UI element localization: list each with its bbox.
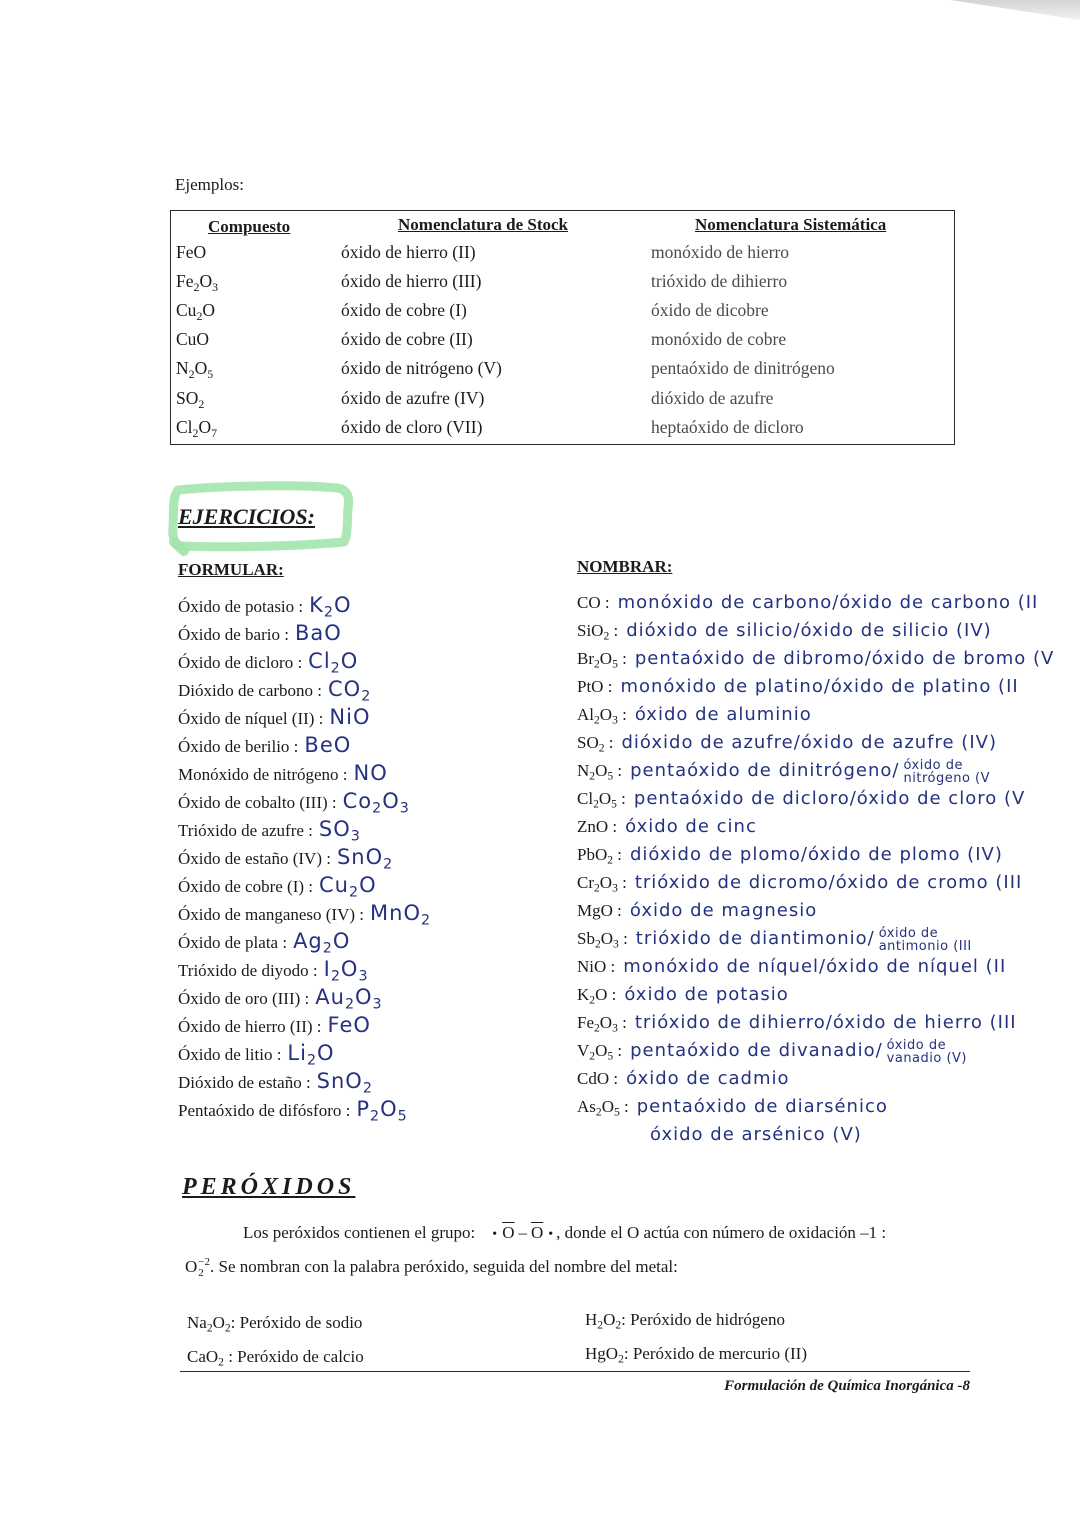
separator-colon: : [617,1013,627,1032]
handwritten-name: trióxido de diantimonio/ [635,928,875,949]
footer-rule [180,1371,970,1372]
compound-formula: $Cu_2O$ [176,299,216,323]
formula-subscript: 2 [193,279,200,294]
nombrar-item [577,757,1078,785]
electron-dot-right: • [548,1227,554,1242]
handwritten-name-line: óxido de [878,926,939,942]
handwritten-formula: $Cu_2O$ [319,873,377,901]
formula-subscript: 2 [615,1318,622,1332]
ion-base: O [185,1257,198,1276]
oxygen-atom-right: $\overline{O}$ [530,1223,544,1242]
nombrar-item [577,617,1078,645]
systematic-name: dióxido de azufre [651,387,774,408]
formular-item [178,899,431,927]
handwritten-name: óxido de cinc [625,816,757,837]
handwritten-name: óxido de potasio [624,984,789,1005]
handwritten-name: monóxido de níquel/óxido de níquel (II [623,956,1007,977]
handwritten-name: dióxido de plomo/óxido de plomo (IV) [630,844,1003,865]
peroxide-name: : Peróxido de hidrógeno [621,1310,785,1329]
handwritten-name-line: óxido de [903,758,963,774]
nombrar-item [577,589,1078,617]
systematic-name: trióxido de dihierro [651,270,788,291]
compound-formula: CuO [176,329,210,350]
separator-colon: : [618,929,628,948]
oxygen-bond: – [518,1223,527,1242]
formula-subscript: 2 [349,884,360,901]
formula-subscript: 3 [612,1021,618,1035]
formula-subscript: 2 [198,396,205,411]
formular-label: Óxido de cobalto (III) : [178,793,337,812]
handwritten-formula: SnO$_2$ [336,845,394,873]
formula-subscript: 2 [589,993,596,1007]
handwritten-name: pentaóxido de divanadio/ [630,1040,883,1061]
separator-colon: : [613,761,623,780]
formular-label: Trióxido de diyodo : [178,961,318,980]
formular-item [178,815,361,843]
formula-subscript: 2 [603,629,610,643]
compound-formula: $Fe_2O_3$ [176,270,219,294]
peroxide-ion [185,1256,210,1280]
table-row [171,326,954,352]
scan-edge-shadow [950,0,1080,20]
formula-subscript: 5 [613,1105,620,1119]
formula-subscript: 2 [594,1021,600,1035]
stock-name: óxido de hierro (III) [341,270,482,291]
formula-subscript: 2 [618,1352,624,1366]
table-row [171,297,954,323]
peroxide-intro-line-2 [185,1255,678,1279]
formula-subscript: 2 [361,688,372,705]
handwritten-formula: $I_2O_3$ [323,957,369,985]
compound-formula: SiO$_2$ [577,621,610,643]
intro-line-2-text: . Se nombran con la palabra peróxido, seguida del nombre del metal: [210,1257,678,1276]
formula-subscript: 3 [372,996,383,1013]
formular-label: Óxido de oro (III) : [178,989,310,1008]
formula-subscript: 2 [595,1105,602,1119]
formula-subscript: 2 [383,856,394,873]
header-stock: Nomenclatura de Stock [398,214,568,234]
formula-subscript: 3 [358,968,369,985]
handwritten-formula: $Li_2O$ [287,1041,335,1069]
formula-subscript: 2 [597,1318,604,1332]
formula-subscript: 5 [397,1108,408,1125]
formular-heading: FORMULAR: [178,560,284,579]
separator-colon: : [619,1097,629,1116]
compound-formula: $SO_2$ [176,387,205,411]
formula-subscript: 2 [323,604,334,621]
handwritten-name: trióxido de dihierro/óxido de hierro (III [634,1012,1017,1033]
separator-colon: : [607,985,617,1004]
formular-label: Óxido de dicloro : [178,653,303,672]
formular-item [178,703,370,731]
table-row [171,239,954,265]
handwritten-name: óxido de cadmio [626,1068,790,1089]
separator-colon: : [609,621,619,640]
header-systematic: Nomenclatura Sistemática [695,214,887,234]
header-compound: Compuesto [208,217,291,236]
separator-colon: : [617,705,627,724]
formular-item [178,1095,408,1123]
nombrar-item [577,953,1078,981]
handwritten-name: pentaóxido de dinitrógeno/ [630,760,900,781]
handwritten-name-stack [887,1039,967,1065]
oxygen-atom-left: $\overline{O}$ [502,1223,515,1242]
formular-label: Óxido de bario : [178,625,289,644]
handwritten-formula: NO [353,761,388,785]
nombrar-item [577,1093,1078,1121]
separator-colon: : [616,789,626,808]
peroxide-example [187,1345,364,1369]
compound-formula: $Br_2O_5$ [577,649,618,671]
formular-label: Óxido de plata : [178,933,288,952]
formula-subscript: 2 [594,937,601,951]
compound-formula: $Cr_2O_3$ [577,873,618,895]
formula-subscript: 3 [350,828,361,845]
formula-subscript: 2 [589,769,596,783]
peroxide-group [489,1223,556,1242]
examples-label: Ejemplos: [175,175,244,194]
electron-dot-left: • [492,1227,498,1242]
handwritten-name-stack [879,927,972,953]
compound-formula: FeO [176,241,207,262]
formula-subscript: 2 [593,797,599,811]
handwritten-formula: $K_2O$ [309,593,352,621]
nombrar-item [577,785,1078,813]
systematic-name: pentaóxido de dinitrógeno [651,358,835,379]
examples-table [170,210,955,445]
handwritten-formula: BeO [304,733,352,757]
formular-label: Monóxido de nitrógeno : [178,765,348,784]
separator-colon: : [617,649,627,668]
peroxide-formula: HgO$_2$ [585,1344,624,1366]
formula-subscript: 2 [188,367,195,382]
formula-subscript: 2 [224,1321,231,1335]
formula-subscript: 5 [611,797,617,811]
formular-item [178,759,388,787]
handwritten-formula: $SO_3$ [318,817,361,845]
table-row [171,385,954,411]
handwritten-name: pentaóxido de dibromo/óxido de bromo (V [634,648,1055,669]
formular-item [178,1011,371,1039]
formula-subscript: 2 [218,1355,224,1369]
systematic-name: monóxido de hierro [651,241,790,262]
stock-name: óxido de cobre (II) [341,329,473,350]
formula-subscript: 2 [344,996,356,1013]
handwritten-name: monóxido de carbono/óxido de carbono (II [617,592,1039,613]
formular-item [178,927,350,955]
handwritten-formula: NiO [329,705,371,729]
nombrar-item [577,1009,1078,1037]
formular-label: Óxido de cobre (I) : [178,877,314,896]
stock-name: óxido de azufre (IV) [341,387,485,408]
table-row [171,355,954,381]
separator-colon: : [604,733,614,752]
formular-label: Trióxido de azufre : [178,821,313,840]
systematic-name: óxido de dicobre [651,299,769,320]
handwritten-name: trióxido de dicromo/óxido de cromo (III [634,872,1023,893]
compound-formula: $Cl_2O_7$ [176,416,218,440]
table-row [171,268,954,294]
handwritten-formula: FeO [327,1013,371,1037]
compound-formula: $Fe_2O_3$ [577,1013,618,1035]
compound-formula: NiO [577,957,607,976]
formular-label: Óxido de manganeso (IV) : [178,905,365,924]
nombrar-item [577,1037,1078,1065]
nombrar-item [577,1065,1078,1093]
formular-item [178,787,410,815]
formula-subscript: 5 [607,769,614,783]
separator-colon: : [613,845,622,864]
compound-formula: MgO [577,901,613,920]
compound-formula: CdO [577,1069,610,1088]
compound-formula: ZnO [577,817,609,836]
formular-item [178,647,358,675]
handwritten-formula: $CO_2$ [328,677,372,705]
systematic-name: monóxido de cobre [651,329,787,350]
compound-formula: $N_2O_5$ [577,761,614,783]
formula-subscript: 7 [211,425,218,440]
peroxide-name: : Peróxido de calcio [223,1347,364,1366]
handwritten-formula: SnO$_2$ [316,1069,373,1097]
formula-subscript: 2 [370,1108,381,1125]
peroxide-intro-line-1 [243,1221,886,1247]
formula-subscript: 2 [594,713,600,727]
systematic-name: heptaóxido de dicloro [651,416,804,437]
nombrar-item [577,645,1078,673]
handwritten-formula: $Cl_2O$ [308,649,359,677]
compound-formula: $Cl_2O_5$ [577,789,617,811]
nombrar-item [577,673,1078,701]
separator-colon: : [603,677,613,696]
compound-formula: PtO [577,677,604,696]
handwritten-name-line: vanadio (V) [886,1051,968,1065]
formular-item [178,1039,335,1067]
formula-subscript: 2 [607,853,614,867]
formular-item [178,675,371,703]
handwritten-name-line: nitrógeno (V [903,771,991,785]
separator-colon: : [612,901,622,920]
formular-item [178,591,352,619]
formular-label: Óxido de litio : [178,1045,282,1064]
formular-label: Óxido de estaño (IV) : [178,849,331,868]
table-row [171,414,954,440]
separator-colon: : [608,817,618,836]
handwritten-name-line: óxido de [886,1038,947,1054]
exercises-title: EJERCICIOS: [178,504,315,529]
peroxide-name: : Peróxido de sodio [230,1313,363,1332]
formular-label: Óxido de níquel (II) : [178,709,324,728]
compound-formula: CO [577,593,601,612]
formula-subscript: 2 [420,912,432,929]
nombrar-item [577,729,1078,757]
separator-colon: : [600,593,610,612]
peroxide-example [187,1311,362,1335]
ion-subscript: 2 [198,1267,204,1280]
handwritten-name: dióxido de azufre/óxido de azufre (IV) [621,732,997,753]
compound-formula: PbO$_2$ [577,845,614,867]
formula-subscript: 3 [613,937,619,951]
handwritten-name-continuation: óxido de arsénico (V) [650,1124,862,1145]
compound-formula: $SO_2$ [577,733,605,755]
formula-subscript: 5 [207,367,214,382]
formula-subscript: 2 [372,800,383,817]
compound-formula: $V_2O_5$ [577,1041,614,1063]
separator-colon: : [609,1069,619,1088]
page-footer: Formulación de Química Inorgánica -8 [724,1378,970,1394]
formula-subscript: 3 [612,881,618,895]
peroxide-formula: $H_2O_2$ [585,1310,622,1332]
formula-subscript: 2 [322,940,333,957]
handwritten-name: dióxido de silicio/óxido de silicio (IV) [626,620,992,641]
compound-formula: $K_2O$ [577,985,608,1007]
nombrar-item [577,813,1078,841]
handwritten-name: pentaóxido de dicloro/óxido de cloro (V [633,788,1026,809]
intro-tail: , donde el O actúa con número de oxidación –1 : [556,1223,887,1242]
formular-label: Óxido de berilio : [178,737,299,756]
handwritten-formula: BaO [294,621,342,645]
separator-colon: : [617,873,627,892]
formular-item [178,955,369,983]
formular-label: Óxido de hierro (II) : [178,1017,322,1036]
stock-name: óxido de cloro (VII) [341,416,483,437]
peroxide-example [585,1308,785,1332]
ion-scripts [198,1257,210,1279]
peroxide-formula: $Na_2O_2$ [187,1313,231,1335]
handwritten-formula: $P_2O_5$ [356,1097,408,1125]
formula-subscript: 2 [206,1321,213,1335]
formular-item [178,731,351,759]
formula-subscript: 2 [330,660,341,677]
compound-formula: $Al_2O_3$ [577,705,618,727]
separator-colon: : [613,1041,623,1060]
formular-item [178,983,383,1011]
stock-name: óxido de cobre (I) [341,299,467,320]
peroxide-example [585,1342,807,1366]
handwritten-formula: $Co_2O_3$ [342,789,410,817]
formula-subscript: 2 [306,1052,318,1069]
formula-subscript: 3 [399,800,410,817]
nombrar-item [577,925,1078,953]
nombrar-item [577,701,1078,729]
formula-subscript: 3 [212,279,219,294]
handwritten-formula: $Ag_2O$ [293,929,351,957]
formular-item [178,1067,373,1095]
intro-lead: Los peróxidos contienen el grupo: [243,1223,476,1242]
formula-subscript: 2 [594,657,600,671]
handwritten-name-stack [904,759,991,785]
handwritten-name-line: antimonio (III [878,939,972,953]
ion-charge: −2 [198,1256,210,1269]
nombrar-item [577,869,1078,897]
formular-label: Óxido de potasio : [178,597,304,616]
handwritten-name: óxido de aluminio [634,704,812,725]
formular-item [178,843,393,871]
nombrar-item [577,981,1078,1009]
formula-subscript: 3 [612,713,618,727]
formular-label: Dióxido de estaño : [178,1073,311,1092]
highlight-tail [174,542,184,551]
handwritten-name: óxido de magnesio [629,900,818,921]
formula-subscript: 2 [598,741,605,755]
handwritten-name: monóxido de platino/óxido de platino (II [620,676,1019,697]
formula-subscript: 2 [330,968,341,985]
formula-subscript: 2 [362,1080,373,1097]
nombrar-item [577,841,1078,869]
formular-label: Pentaóxido de difósforo : [178,1101,351,1120]
handwritten-formula: MnO$_2$ [370,901,432,929]
formula-subscript: 2 [196,308,203,323]
formular-item [178,871,377,899]
peroxides-title: PERÓXIDOS [182,1174,356,1200]
stock-name: óxido de hierro (II) [341,241,476,262]
separator-colon: : [606,957,616,976]
stock-name: óxido de nitrógeno (V) [341,358,502,379]
nombrar-item [577,897,1078,925]
formula-subscript: 5 [607,1049,614,1063]
formula-subscript: 2 [594,881,600,895]
compound-formula: $As_2O_5$ [577,1097,620,1119]
handwritten-name: pentaóxido de diarsénico [636,1096,888,1117]
compound-formula: $N_2O_5$ [176,358,214,382]
peroxide-formula: CaO$_2$ [187,1347,224,1369]
formula-subscript: 2 [192,425,199,440]
peroxide-name: : Peróxido de mercurio (II) [623,1344,808,1363]
formula-subscript: 5 [612,657,618,671]
compound-formula: $Sb_2O_3$ [577,929,619,951]
handwritten-formula: $Au_2O_3$ [315,985,383,1013]
formular-label: Dióxido de carbono : [178,681,322,700]
formula-subscript: 2 [589,1049,596,1063]
nombrar-heading: NOMBRAR: [577,557,673,576]
formular-item [178,619,342,647]
